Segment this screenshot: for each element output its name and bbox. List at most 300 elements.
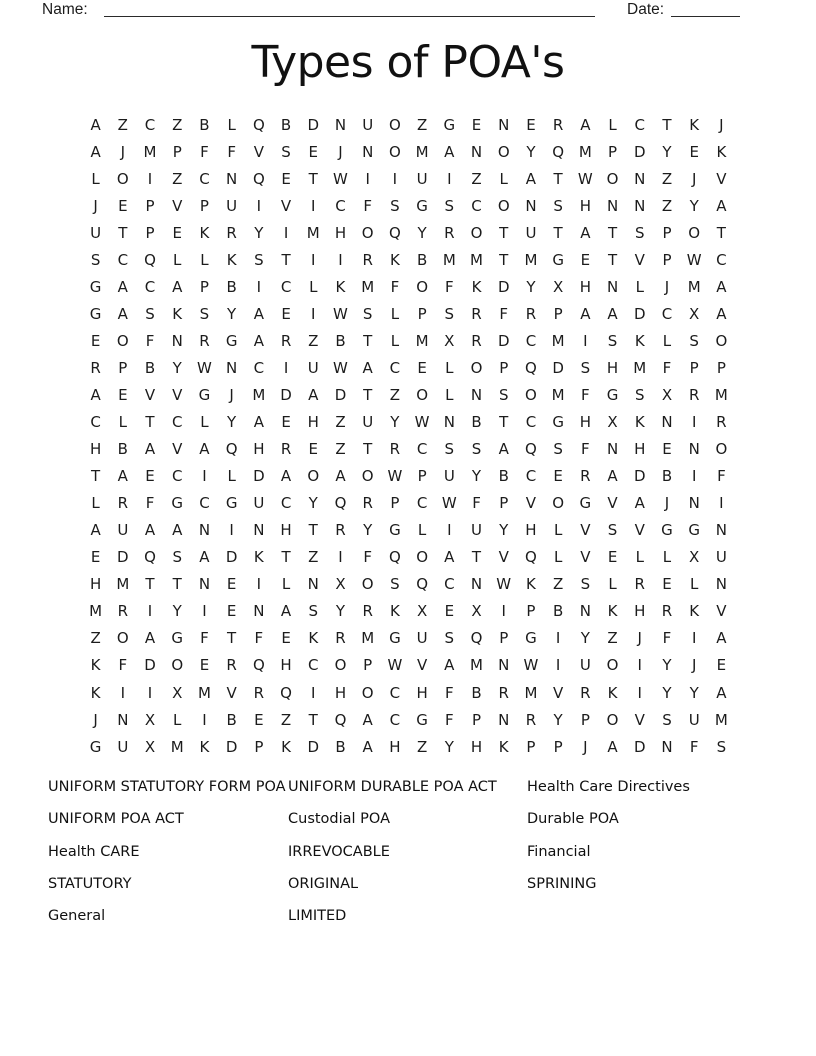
grid-letter: G <box>225 331 238 350</box>
grid-letter: M <box>714 385 728 404</box>
grid-letter: Y <box>172 358 182 377</box>
grid-letter: B <box>552 602 564 621</box>
grid-letter: Y <box>662 656 672 675</box>
grid-letter: C <box>661 304 673 323</box>
grid-letter: M <box>470 656 483 675</box>
grid-letter: V <box>144 385 156 404</box>
name-blank-line <box>104 1 595 17</box>
grid-letter: R <box>389 440 401 459</box>
grid-letter: N <box>715 521 727 540</box>
grid-letter: A <box>199 548 210 567</box>
grid-letter: E <box>281 413 291 432</box>
grid-letter: Y <box>390 413 400 432</box>
grid-letter: X <box>607 413 618 432</box>
grid-letter: M <box>551 385 565 404</box>
grid-letter: K <box>226 250 237 269</box>
grid-letter: A <box>199 440 210 459</box>
grid-letter: A <box>362 358 373 377</box>
grid-letter: O <box>171 656 184 675</box>
grid-letter: V <box>580 521 591 540</box>
grid-letter: K <box>526 575 536 594</box>
grid-letter: E <box>281 629 291 648</box>
grid-letter: T <box>553 169 563 188</box>
grid-letter: R <box>117 494 129 513</box>
grid-letter: C <box>471 196 482 215</box>
grid-letter: B <box>335 737 346 756</box>
grid-letter: R <box>552 115 564 134</box>
grid-letter: L <box>118 413 127 432</box>
grid-letter: P <box>662 250 672 269</box>
grid-letter: F <box>662 358 672 377</box>
grid-letter: S <box>145 304 155 323</box>
word-item: General <box>48 908 106 925</box>
grid-letter: E <box>308 142 318 161</box>
grid-letter: M <box>687 277 701 296</box>
grid-letter: P <box>172 142 182 161</box>
grid-letter: E <box>90 548 101 567</box>
grid-letter: R <box>362 494 373 513</box>
grid-letter: I <box>501 602 506 621</box>
grid-letter: L <box>635 548 644 567</box>
grid-letter: O <box>116 331 129 350</box>
grid-letter: Q <box>280 683 292 702</box>
grid-letter: Q <box>525 548 537 567</box>
grid-letter: I <box>555 629 561 648</box>
grid-letter: O <box>361 683 374 702</box>
grid-letter: V <box>498 548 509 567</box>
grid-letter: O <box>470 358 483 377</box>
grid-letter: F <box>472 494 481 513</box>
grid-letter: N <box>498 656 510 675</box>
grid-letter: M <box>170 737 184 756</box>
grid-letter: T <box>363 331 373 350</box>
grid-letter: C <box>90 413 101 432</box>
grid-letter: D <box>633 304 646 323</box>
word-list <box>48 779 778 940</box>
grid-letter: J <box>93 710 98 729</box>
grid-letter: K <box>389 250 400 269</box>
grid-letter: F <box>118 656 128 675</box>
grid-letter: J <box>338 142 343 161</box>
grid-letter: P <box>580 710 590 729</box>
grid-letter: P <box>553 737 563 756</box>
grid-letter: Y <box>417 223 427 242</box>
grid-letter: A <box>172 521 183 540</box>
grid-letter: U <box>117 521 129 540</box>
grid-letter: P <box>662 223 672 242</box>
grid-letter: T <box>716 223 726 242</box>
word-item: SPRINING <box>527 875 597 892</box>
grid-letter: V <box>634 250 645 269</box>
grid-letter: L <box>173 250 182 269</box>
grid-letter: I <box>365 169 370 188</box>
grid-letter: Z <box>661 169 673 188</box>
grid-letter: F <box>581 385 590 404</box>
grid-letter: V <box>172 196 183 215</box>
grid-letter: G <box>389 629 401 648</box>
grid-letter: R <box>362 250 373 269</box>
grid-letter: O <box>606 710 619 729</box>
grid-letter: L <box>608 575 617 594</box>
grid-letter: B <box>498 467 509 486</box>
grid-letter: M <box>442 250 456 269</box>
grid-letter: S <box>254 250 264 269</box>
grid-letter: J <box>691 656 697 675</box>
grid-letter: N <box>307 575 319 594</box>
grid-letter: W <box>387 467 403 486</box>
grid-letter: K <box>471 277 482 296</box>
grid-letter: A <box>716 683 727 702</box>
grid-letter: Q <box>525 358 537 377</box>
grid-letter: E <box>226 575 237 594</box>
grid-letter: L <box>690 575 699 594</box>
grid-letter: M <box>714 710 728 729</box>
grid-letter: E <box>281 169 291 188</box>
grid-letter: P <box>553 304 563 323</box>
grid-letter: R <box>335 629 346 648</box>
grid-letter: Z <box>607 629 618 648</box>
grid-letter: R <box>335 521 346 540</box>
grid-letter: A <box>117 467 128 486</box>
grid-letter: R <box>280 440 292 459</box>
grid-letter: R <box>580 467 591 486</box>
grid-letter: E <box>172 223 182 242</box>
grid-letter: I <box>147 169 153 188</box>
grid-letter: T <box>499 223 509 242</box>
grid-letter: O <box>606 656 619 675</box>
grid-letter: I <box>256 575 262 594</box>
grid-letter: F <box>145 494 155 513</box>
grid-letter: O <box>388 142 401 161</box>
grid-letter: T <box>118 223 128 242</box>
grid-letter: O <box>525 385 537 404</box>
grid-letter: R <box>580 683 591 702</box>
grid-letter: S <box>444 304 455 323</box>
grid-letter: D <box>307 115 320 134</box>
grid-letter: X <box>471 602 482 621</box>
grid-letter: A <box>90 142 101 161</box>
grid-letter: I <box>147 602 153 621</box>
grid-letter: T <box>499 413 509 432</box>
grid-letter: S <box>362 304 373 323</box>
grid-letter: A <box>253 331 264 350</box>
grid-letter: N <box>171 331 183 350</box>
grid-letter: A <box>90 521 101 540</box>
grid-letter: A <box>308 385 319 404</box>
grid-letter: G <box>661 521 673 540</box>
grid-letter: P <box>471 710 482 729</box>
grid-letter: K <box>716 142 727 161</box>
grid-letter: L <box>200 413 209 432</box>
grid-letter: S <box>90 250 101 269</box>
grid-letter: R <box>226 223 237 242</box>
grid-letter: W <box>333 304 348 323</box>
grid-letter: A <box>607 737 618 756</box>
grid-letter: A <box>172 277 183 296</box>
grid-letter: P <box>608 142 618 161</box>
grid-letter: K <box>90 656 101 675</box>
grid-letter: L <box>445 385 454 404</box>
grid-letter: T <box>471 548 482 567</box>
grid-letter: K <box>308 629 319 648</box>
grid-letter: N <box>470 385 483 404</box>
grid-letter: X <box>416 602 428 621</box>
grid-letter: M <box>524 683 538 702</box>
grid-letter: Z <box>335 440 346 459</box>
grid-letter: N <box>198 575 211 594</box>
grid-letter: B <box>416 250 428 269</box>
grid-letter: N <box>498 115 510 134</box>
grid-letter: E <box>90 331 101 350</box>
grid-letter: Q <box>252 169 265 188</box>
grid-letter: L <box>445 358 454 377</box>
grid-letter: G <box>579 494 592 513</box>
grid-letter: V <box>580 548 591 567</box>
grid-letter: A <box>90 115 101 134</box>
grid-letter: A <box>444 656 455 675</box>
grid-letter: J <box>664 494 670 513</box>
grid-letter: T <box>172 575 182 594</box>
grid-letter: Q <box>225 440 238 459</box>
grid-letter: F <box>444 710 454 729</box>
grid-letter: E <box>417 358 427 377</box>
grid-letter: C <box>144 277 156 296</box>
grid-letter: A <box>90 385 101 404</box>
grid-letter: W <box>496 575 512 594</box>
grid-letter: P <box>199 196 209 215</box>
grid-letter: P <box>118 358 128 377</box>
grid-letter: P <box>417 304 427 323</box>
grid-letter: O <box>715 440 728 459</box>
grid-letter: R <box>471 304 482 323</box>
grid-letter: C <box>171 413 183 432</box>
grid-letter: R <box>90 358 101 377</box>
grid-letter: D <box>225 737 238 756</box>
grid-letter: S <box>580 575 591 594</box>
grid-letter: E <box>607 548 618 567</box>
grid-letter: O <box>606 169 619 188</box>
grid-letter: B <box>226 277 237 296</box>
grid-letter: D <box>280 385 292 404</box>
grid-letter: Y <box>499 521 509 540</box>
grid-letter: G <box>89 304 102 323</box>
grid-letter: E <box>281 304 291 323</box>
grid-letter: I <box>311 683 316 702</box>
grid-letter: J <box>93 196 98 215</box>
grid-letter: Y <box>689 683 699 702</box>
grid-letter: S <box>635 223 645 242</box>
grid-letter: N <box>498 710 510 729</box>
grid-letter: Y <box>526 142 536 161</box>
grid-letter: R <box>498 683 509 702</box>
grid-letter: U <box>416 629 428 648</box>
grid-letter: S <box>390 196 400 215</box>
grid-letter: A <box>580 115 591 134</box>
grid-letter: H <box>634 440 646 459</box>
grid-letter: Z <box>117 115 128 134</box>
name-label: Name: <box>42 1 88 18</box>
grid-letter: T <box>308 521 318 540</box>
grid-letter: S <box>662 710 672 729</box>
grid-letter: C <box>199 169 210 188</box>
grid-letter: N <box>334 115 347 134</box>
grid-letter: Q <box>470 629 483 648</box>
grid-letter: Q <box>388 548 401 567</box>
grid-letter: H <box>470 737 483 756</box>
grid-letter: J <box>637 629 642 648</box>
grid-letter: X <box>172 683 183 702</box>
grid-letter: A <box>362 710 373 729</box>
grid-letter: O <box>416 385 428 404</box>
date-label: Date: <box>627 1 665 18</box>
grid-letter: Z <box>280 710 292 729</box>
grid-letter: I <box>691 467 697 486</box>
grid-letter: O <box>388 115 401 134</box>
grid-letter: C <box>117 250 129 269</box>
grid-letter: K <box>607 602 618 621</box>
grid-letter: O <box>361 575 374 594</box>
grid-letter: Q <box>525 440 537 459</box>
grid-letter: E <box>553 467 563 486</box>
grid-letter: I <box>283 358 289 377</box>
grid-letter: L <box>91 169 100 188</box>
grid-letter: R <box>199 331 210 350</box>
grid-letter: L <box>390 304 400 323</box>
word-item: STATUTORY <box>48 875 132 892</box>
grid-letter: Y <box>227 413 237 432</box>
grid-letter: J <box>664 277 670 296</box>
grid-letter: L <box>200 250 209 269</box>
grid-letter: I <box>256 196 262 215</box>
grid-letter: H <box>89 440 102 459</box>
grid-letter: Q <box>334 494 347 513</box>
grid-letter: Y <box>689 196 699 215</box>
grid-letter: J <box>583 737 588 756</box>
grid-letter: U <box>253 494 265 513</box>
grid-letter: G <box>89 737 102 756</box>
grid-letter: E <box>580 250 591 269</box>
grid-letter: I <box>202 467 207 486</box>
grid-letter: T <box>91 467 101 486</box>
grid-letter: N <box>470 142 483 161</box>
grid-letter: I <box>202 710 207 729</box>
page-title: Types of POA's <box>251 37 565 88</box>
grid-letter: E <box>526 115 536 134</box>
grid-letter: R <box>226 656 237 675</box>
grid-letter: D <box>633 467 646 486</box>
grid-letter: E <box>145 467 155 486</box>
grid-letter: X <box>553 277 564 296</box>
grid-letter: N <box>606 196 619 215</box>
grid-letter: I <box>147 683 153 702</box>
grid-letter: R <box>362 602 373 621</box>
grid-letter: V <box>553 683 564 702</box>
grid-letter: X <box>444 331 455 350</box>
grid-letter: D <box>225 548 238 567</box>
grid-letter: L <box>227 467 236 486</box>
grid-letter: Y <box>471 467 482 486</box>
grid-letter: T <box>308 710 318 729</box>
grid-letter: Z <box>416 115 428 134</box>
grid-letter: J <box>120 142 126 161</box>
grid-letter: V <box>634 521 645 540</box>
grid-letter: L <box>553 548 563 567</box>
grid-letter: B <box>661 467 673 486</box>
grid-letter: V <box>280 196 292 215</box>
word-item: Health CARE <box>48 843 140 860</box>
grid-letter: B <box>280 115 292 134</box>
grid-letter: C <box>389 710 401 729</box>
grid-letter: P <box>199 277 209 296</box>
grid-letter: H <box>389 737 401 756</box>
grid-letter: G <box>198 385 211 404</box>
grid-letter: D <box>633 737 646 756</box>
grid-letter: M <box>361 277 375 296</box>
grid-letter: Y <box>662 683 672 702</box>
grid-letter: S <box>172 548 182 567</box>
grid-letter: I <box>256 277 262 296</box>
grid-letter: L <box>309 277 318 296</box>
grid-letter: Y <box>308 494 318 513</box>
grid-letter: M <box>551 331 565 350</box>
grid-letter: J <box>229 385 234 404</box>
grid-letter: U <box>362 413 374 432</box>
grid-letter: S <box>281 142 291 161</box>
grid-letter: F <box>444 277 454 296</box>
grid-letter: T <box>227 629 237 648</box>
grid-letter: K <box>607 683 618 702</box>
word-item: LIMITED <box>288 908 347 925</box>
grid-letter: Z <box>308 548 319 567</box>
grid-letter: R <box>471 331 482 350</box>
grid-letter: A <box>253 413 264 432</box>
grid-letter: B <box>335 331 346 350</box>
grid-letter: P <box>689 358 699 377</box>
grid-letter: P <box>716 358 726 377</box>
grid-letter: V <box>716 169 727 188</box>
grid-letter: W <box>523 656 539 675</box>
grid-letter: S <box>607 521 618 540</box>
grid-letter: Q <box>334 710 347 729</box>
grid-letter: U <box>471 521 482 540</box>
grid-letter: U <box>579 656 591 675</box>
grid-letter: A <box>580 304 591 323</box>
grid-letter: Q <box>144 250 156 269</box>
grid-letter: M <box>361 629 375 648</box>
grid-letter: Z <box>90 629 101 648</box>
grid-letter: L <box>91 494 100 513</box>
grid-letter: S <box>308 602 319 621</box>
word-item: Durable POA <box>527 811 619 828</box>
grid-letter: D <box>633 142 646 161</box>
grid-letter: N <box>661 413 673 432</box>
grid-letter: C <box>253 358 265 377</box>
grid-letter: E <box>444 602 455 621</box>
grid-letter: T <box>363 440 373 459</box>
word-item: UNIFORM DURABLE POA ACT <box>288 779 497 795</box>
grid-letter: H <box>579 277 591 296</box>
grid-letter: F <box>390 277 400 296</box>
grid-letter: M <box>415 142 429 161</box>
grid-letter: S <box>689 331 699 350</box>
grid-letter: E <box>118 385 128 404</box>
grid-letter: A <box>335 467 346 486</box>
grid-letter: I <box>583 331 588 350</box>
grid-letter: G <box>171 494 184 513</box>
grid-letter: S <box>635 385 645 404</box>
grid-letter: I <box>392 169 398 188</box>
grid-letter: G <box>416 196 428 215</box>
